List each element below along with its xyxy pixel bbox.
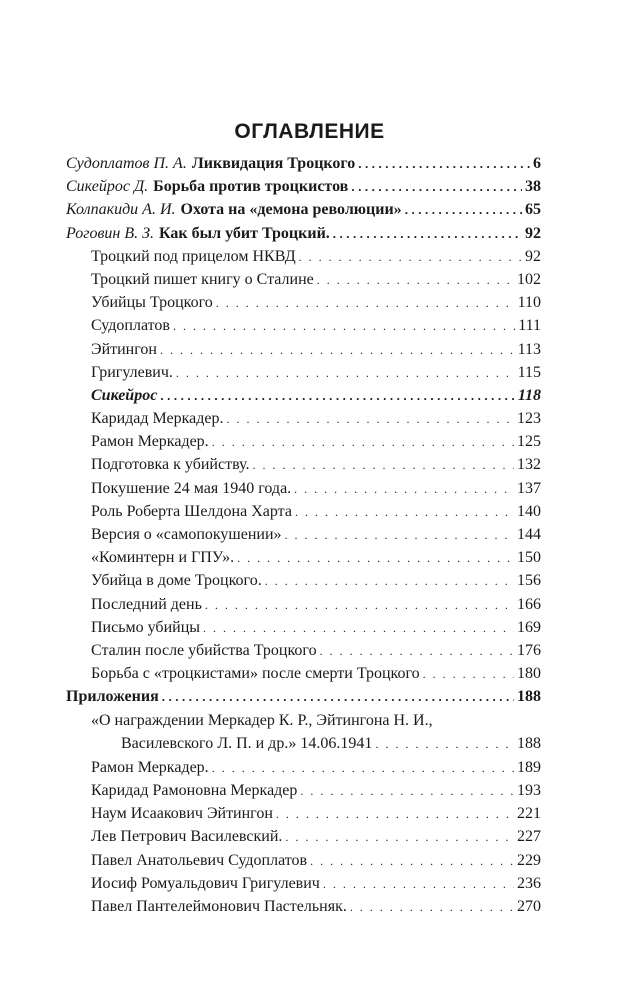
dot-leader xyxy=(276,803,514,826)
dot-leader xyxy=(405,198,522,221)
dot-leader xyxy=(216,292,515,315)
subentry-title-line1: «О награждении Меркадер К. Р., Эйтингона Н. И., xyxy=(91,711,433,729)
entry-title: Борьба против троцкистов xyxy=(153,178,349,196)
dot-leader xyxy=(160,384,515,407)
entry-page: 38 xyxy=(525,178,541,196)
toc-subentry[interactable] xyxy=(66,268,541,291)
subentry-page: 137 xyxy=(517,479,541,497)
subentry-title: Григулевич. xyxy=(91,363,173,381)
toc-subentry[interactable] xyxy=(66,756,541,779)
dot-leader xyxy=(176,362,515,385)
dot-leader xyxy=(285,826,514,849)
entry-title: Как был убит Троцкий. xyxy=(159,224,330,242)
dot-leader xyxy=(162,685,514,708)
subentry-page: 169 xyxy=(517,618,541,636)
subentry-title: Эйтингон xyxy=(91,340,157,358)
toc-subentry[interactable] xyxy=(66,361,541,384)
subentry-title: «Коминтерн и ГПУ». xyxy=(91,549,235,567)
toc-subentry[interactable] xyxy=(66,825,541,848)
entry-page: 188 xyxy=(517,688,541,706)
subentry-title: Лев Петрович Василевский. xyxy=(91,828,283,846)
subentry-page: 123 xyxy=(517,410,541,428)
dot-leader xyxy=(227,408,515,431)
toc-subentry[interactable] xyxy=(66,523,541,546)
toc-subentry[interactable] xyxy=(66,500,541,523)
subentry-title: Сикейрос xyxy=(91,386,158,404)
subentry-title: Каридад Рамоновна Меркадер xyxy=(91,782,298,800)
toc-subentry[interactable] xyxy=(66,314,541,337)
dot-leader xyxy=(350,896,514,919)
entry-author: Колпакиди А. И. xyxy=(66,201,176,219)
subentry-second-line xyxy=(66,732,541,756)
subentry-page: 113 xyxy=(517,340,541,358)
subentry-page: 176 xyxy=(517,641,541,659)
subentry-page: 102 xyxy=(517,270,541,288)
subentry-page: 150 xyxy=(517,549,541,567)
toc-subentry[interactable] xyxy=(66,849,541,872)
entry-page: 92 xyxy=(525,224,541,242)
entry-title: Приложения xyxy=(66,688,159,706)
subentry-title: Последний день xyxy=(91,595,202,613)
toc-subentry[interactable] xyxy=(66,546,541,569)
subentry-page: 92 xyxy=(525,247,541,265)
toc-subentry[interactable] xyxy=(66,895,541,918)
table-of-contents xyxy=(66,152,541,918)
toc-entry-appendix[interactable] xyxy=(66,685,541,708)
dot-leader xyxy=(265,570,514,593)
toc-entry-kolpakidi[interactable] xyxy=(66,198,541,221)
dot-leader xyxy=(205,594,514,617)
subentry-title: Письмо убийцы xyxy=(91,618,201,636)
toc-subentry-highlighted[interactable] xyxy=(66,384,541,407)
dot-leader xyxy=(333,222,522,245)
dot-leader xyxy=(323,873,514,896)
subentry-page: 115 xyxy=(517,363,541,381)
entry-author: Сикейрос Д. xyxy=(66,178,149,196)
subentry-title: Каридад Меркадер. xyxy=(91,410,224,428)
subentry-title: Павел Анатольевич Судоплатов xyxy=(91,851,308,869)
subentry-title: Подготовка к убийству. xyxy=(91,456,250,474)
subentry-page: 118 xyxy=(517,386,541,404)
subentry-title: Наум Исаакович Эйтингон xyxy=(91,805,273,823)
subentry-title: Убийца в доме Троцкого. xyxy=(91,572,262,590)
subentry-page: 132 xyxy=(517,456,541,474)
toc-subentry[interactable] xyxy=(66,407,541,430)
subentry-title: Борьба с «троцкистами» после смерти Троцкого xyxy=(91,665,420,683)
subentry-page: 188 xyxy=(517,734,541,752)
subentry-title: Троцкий под прицелом НКВД xyxy=(91,247,296,265)
toc-subentry[interactable] xyxy=(66,779,541,802)
dot-leader xyxy=(310,850,514,873)
subentry-title: Рамон Меркадер. xyxy=(91,758,209,776)
subentry-page: 229 xyxy=(517,851,541,869)
toc-subentry[interactable] xyxy=(66,802,541,825)
entry-author: Судоплатов П. А. xyxy=(66,155,187,172)
dot-leader xyxy=(294,478,514,501)
subentry-page: 144 xyxy=(517,526,541,543)
subentry-page: 140 xyxy=(517,502,541,520)
toc-entry-siqueiros[interactable] xyxy=(66,175,541,198)
toc-subentry[interactable] xyxy=(66,616,541,639)
toc-subentry[interactable] xyxy=(66,872,541,895)
dot-leader xyxy=(358,152,530,175)
dot-leader xyxy=(212,431,514,454)
subentry-page: 125 xyxy=(517,433,541,451)
subentry-title: Убийцы Троцкого xyxy=(91,294,213,312)
page-title: ОГЛАВЛЕНИЕ xyxy=(234,120,385,143)
dot-leader xyxy=(237,547,514,570)
subentry-page: 227 xyxy=(517,828,541,846)
dot-leader xyxy=(375,733,514,756)
dot-leader xyxy=(299,246,522,269)
entry-title: Охота на «демона революции» xyxy=(180,201,402,219)
subentry-title: Роль Роберта Шелдона Харта xyxy=(91,502,292,520)
toc-subentry[interactable] xyxy=(66,245,541,268)
entry-page: 6 xyxy=(533,155,541,172)
subentry-page: 110 xyxy=(517,294,541,312)
subentry-title: Троцкий пишет книгу о Сталине xyxy=(91,270,314,288)
entry-title: Ликвидация Троцкого xyxy=(191,155,356,172)
subentry-title-line2: Василевского Л. П. и др.» 14.06.1941 xyxy=(121,734,373,752)
toc-entry-sudoplatov[interactable] xyxy=(66,152,541,175)
toc-subentry[interactable] xyxy=(66,453,541,476)
dot-leader xyxy=(317,269,514,292)
subentry-page: 166 xyxy=(517,595,541,613)
toc-subentry[interactable] xyxy=(66,430,541,453)
dot-leader xyxy=(173,315,515,338)
dot-leader xyxy=(320,640,514,663)
dot-leader xyxy=(203,617,514,640)
toc-subentry[interactable] xyxy=(66,662,541,685)
dot-leader xyxy=(160,339,515,362)
dot-leader xyxy=(423,663,514,686)
subentry-page: 111 xyxy=(518,317,541,335)
subentry-page: 156 xyxy=(517,572,541,590)
subentry-title: Покушение 24 мая 1940 года. xyxy=(91,479,292,497)
entry-author: Роговин В. З. xyxy=(66,224,155,242)
toc-subentry-decree[interactable] xyxy=(66,709,541,756)
subentry-title: Рамон Меркадер. xyxy=(91,433,209,451)
toc-subentry[interactable] xyxy=(66,291,541,314)
dot-leader xyxy=(252,454,514,477)
dot-leader xyxy=(285,524,514,547)
dot-leader xyxy=(300,780,514,803)
dot-leader xyxy=(212,757,514,780)
subentry-title: Версия о «самопокушении» xyxy=(91,526,282,543)
toc-entry-rogovin[interactable] xyxy=(66,222,541,245)
subentry-page: 180 xyxy=(517,665,541,683)
entry-page: 65 xyxy=(525,201,541,219)
toc-subentry[interactable] xyxy=(66,569,541,592)
subentry-page: 221 xyxy=(517,805,541,823)
toc-subentry[interactable] xyxy=(66,338,541,361)
subentry-title: Павел Пантелеймонович Пастельняк. xyxy=(91,898,347,916)
subentry-title: Иосиф Ромуальдович Григулевич xyxy=(91,874,320,892)
subentry-title: Судоплатов xyxy=(91,317,170,335)
subentry-title: Сталин после убийства Троцкого xyxy=(91,641,317,659)
toc-subentry[interactable] xyxy=(66,639,541,662)
subentry-page: 189 xyxy=(517,758,541,776)
dot-leader xyxy=(295,501,514,524)
toc-subentry[interactable] xyxy=(66,477,541,500)
toc-subentry[interactable] xyxy=(66,593,541,616)
subentry-page: 236 xyxy=(517,874,541,892)
subentry-page: 193 xyxy=(517,782,541,800)
dot-leader xyxy=(351,175,522,198)
subentry-page: 270 xyxy=(517,898,541,916)
